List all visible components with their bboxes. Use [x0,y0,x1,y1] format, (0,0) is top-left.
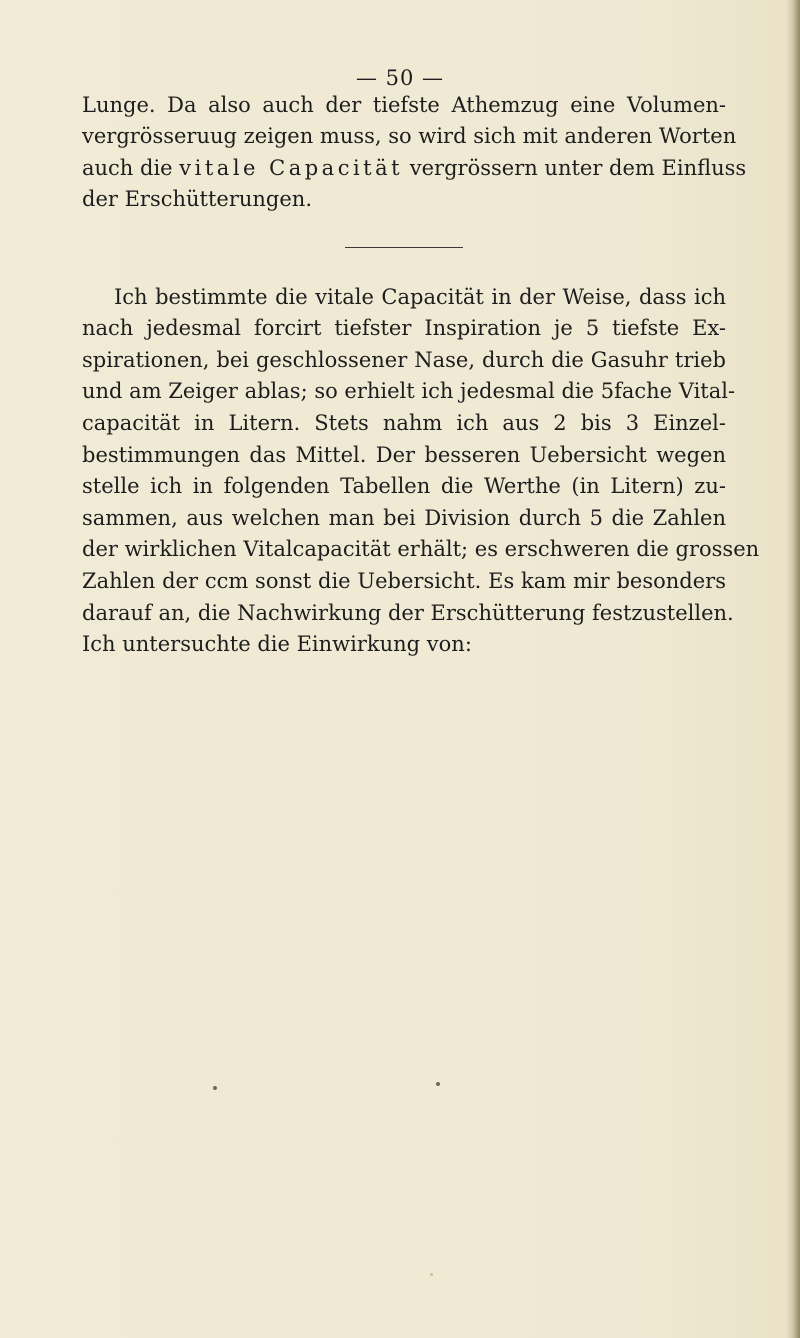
text-line: bestimmungen das Mittel. Der besseren Uebersicht wegen [82,443,726,467]
text-line: Ich bestimmte die vitale Capacität in der Weise, dass ich [114,285,726,309]
text-line: capacität in Litern. Stets nahm ich aus 2 bis 3 Einzel- [82,411,726,435]
text-line [82,153,747,183]
text-segment: vergrössern unter dem Einfluss [403,156,747,180]
text-line: darauf an, die Nachwirkung der Erschütterung festzustellen. [82,601,734,625]
text-line: sammen, aus welchen man bei Division durch 5 die Zahlen [82,506,726,530]
text-line: der wirklichen Vitalcapacität erhält; es erschweren die grossen [82,537,760,561]
emphasized-term: vitale Capacität [179,156,404,180]
text-line: und am Zeiger ablas; so erhielt ich jedesmal die 5fache Vital- [82,379,736,403]
text-segment: auch die [82,156,180,180]
paper-speck [436,1082,440,1086]
text-line: Lunge. Da also auch der tiefste Athemzug eine Volumen- [82,93,726,117]
text-line: spirationen, bei geschlossener Nase, durch die Gasuhr trieb [82,348,726,372]
paper-speck [430,1273,433,1276]
section-divider [345,247,463,248]
text-line: stelle ich in folgenden Tabellen die Werthe (in Litern) zu- [82,474,726,498]
text-line: Ich untersuchte die Einwirkung von: [82,632,472,656]
text-line: nach jedesmal forcirt tiefster Inspiration je 5 tiefste Ex- [82,316,726,340]
paper-speck [213,1086,217,1090]
page-edge-shadow [786,0,800,1338]
text-line: vergrösseruug zeigen muss, so wird sich mit anderen Worten [82,124,737,148]
page-number: — 50 — [355,66,445,90]
text-line: der Erschütterungen. [82,187,313,211]
text-line: Zahlen der ccm sonst die Uebersicht. Es kam mir besonders [82,569,726,593]
